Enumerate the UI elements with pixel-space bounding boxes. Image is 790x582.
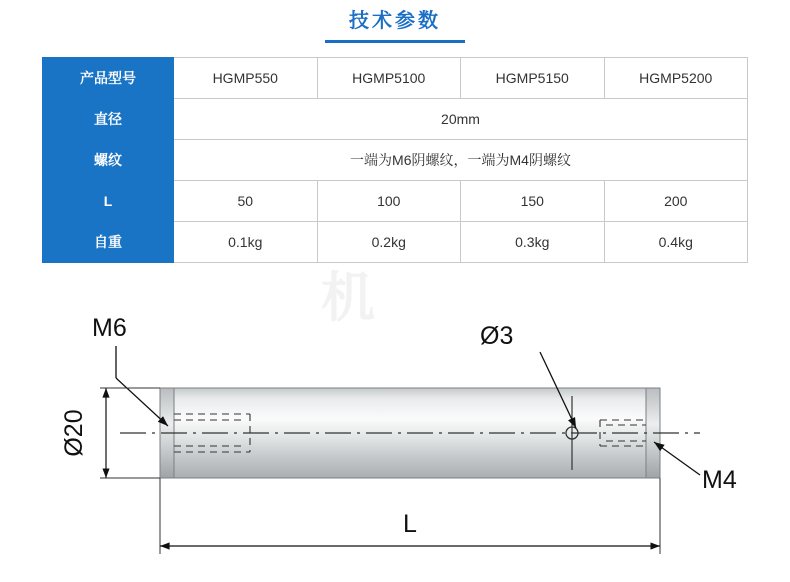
- page-title-block: [0, 0, 790, 43]
- title-underline: [325, 40, 465, 43]
- table-row: [43, 58, 748, 99]
- row-header-weight: 自重: [43, 222, 174, 263]
- label-length: L: [403, 510, 417, 538]
- row-header-length: L: [43, 181, 174, 222]
- page-title: 技术参数: [349, 10, 441, 32]
- watermark-logo: 机: [321, 268, 375, 328]
- cell-length-3: 150: [461, 181, 605, 222]
- label-diameter-20: Ø20: [60, 409, 88, 457]
- spec-table-wrapper: [42, 57, 748, 263]
- label-m4: M4: [702, 466, 737, 494]
- cell-weight-4: 0.4kg: [604, 222, 748, 263]
- table-row: [43, 181, 748, 222]
- label-m6: M6: [92, 314, 127, 342]
- cell-length-2: 100: [317, 181, 461, 222]
- label-diameter-3: Ø3: [480, 322, 514, 350]
- m4-leader: [654, 442, 700, 475]
- row-header-thread: 螺纹: [43, 140, 174, 181]
- cell-thread-value: 一端为M6阴螺纹，一端为M4阴螺纹: [174, 140, 748, 181]
- cell-model-1: HGMP550: [174, 58, 318, 99]
- cell-model-4: HGMP5200: [604, 58, 748, 99]
- row-header-diameter: 直径: [43, 99, 174, 140]
- table-row: [43, 140, 748, 181]
- cell-weight-3: 0.3kg: [461, 222, 605, 263]
- spec-table: [42, 57, 748, 263]
- cell-length-1: 50: [174, 181, 318, 222]
- technical-drawing: [0, 292, 790, 582]
- cell-diameter-value: 20mm: [174, 99, 748, 140]
- table-row: [43, 99, 748, 140]
- cell-weight-2: 0.2kg: [317, 222, 461, 263]
- table-row: [43, 222, 748, 263]
- row-header-model: 产品型号: [43, 58, 174, 99]
- cell-length-4: 200: [604, 181, 748, 222]
- cell-weight-1: 0.1kg: [174, 222, 318, 263]
- cell-model-3: HGMP5150: [461, 58, 605, 99]
- cell-model-2: HGMP5100: [317, 58, 461, 99]
